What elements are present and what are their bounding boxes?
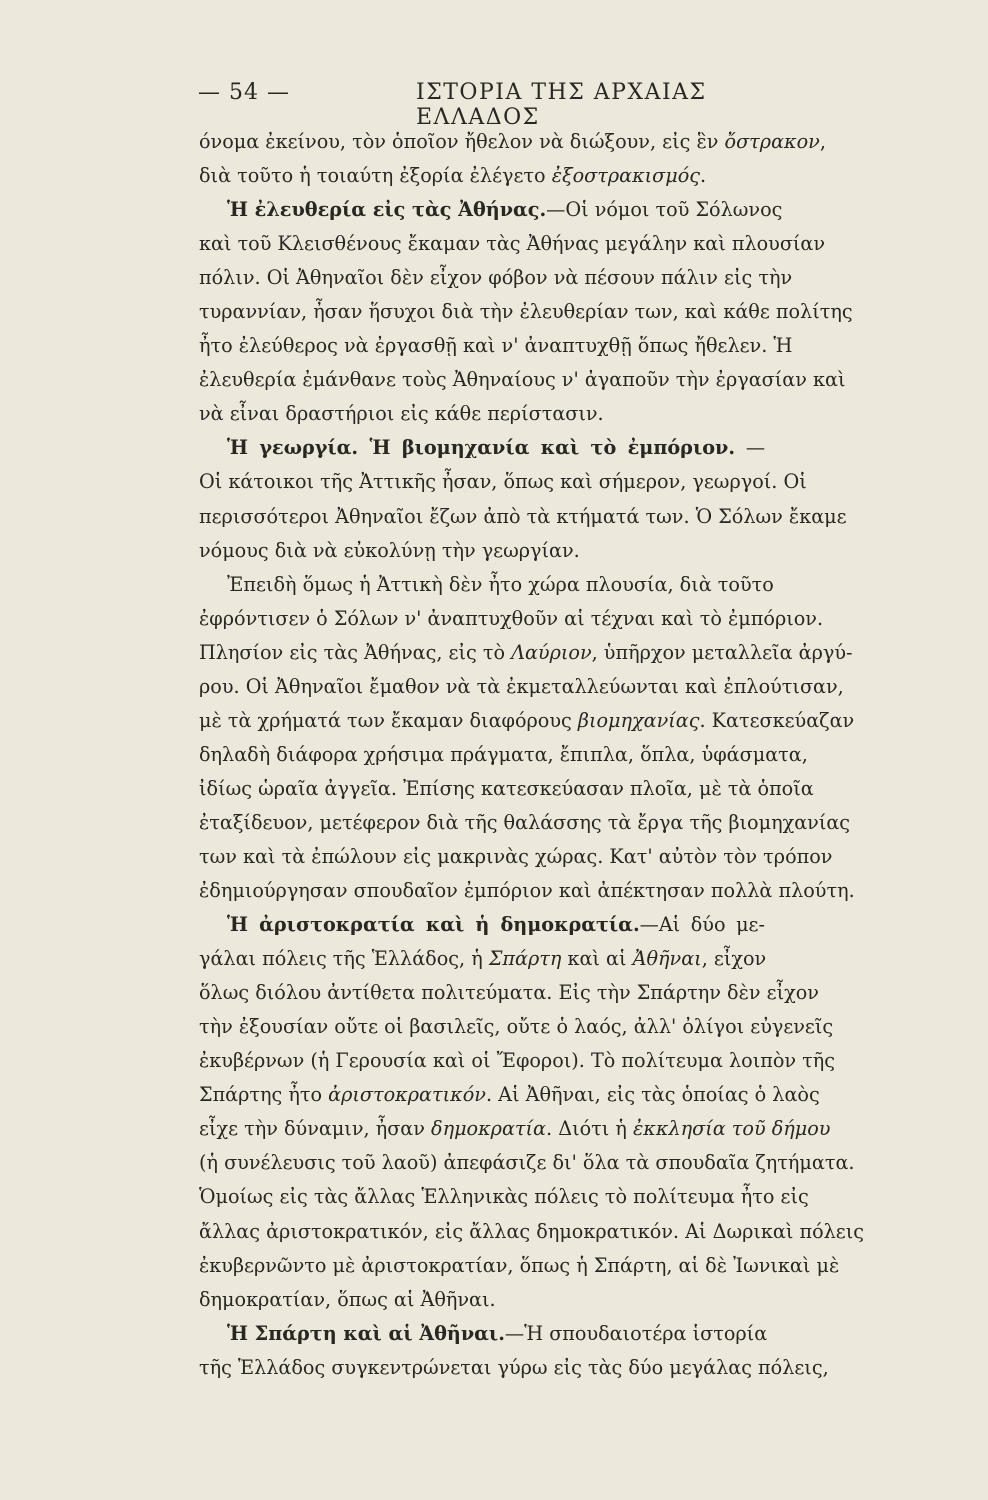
page-number: — 54 — — [198, 80, 290, 105]
text-segment: , — [819, 130, 826, 153]
text-line — [199, 1044, 836, 1078]
text-line — [199, 1249, 840, 1283]
text-segment: ἰδίως ὡραῖα ἀγγεῖα. Ἐπίσης κατεσκεύασαν πλοῖα, μὲ τὰ ὁποῖα — [199, 776, 814, 800]
text-line — [199, 465, 807, 499]
text-line — [199, 602, 824, 636]
running-title: ΙΣΤΟΡΙΑ ΤΗΣ ΑΡΧΑΙΑΣ ΕΛΛΑΔΟΣ — [416, 80, 707, 130]
text-line — [199, 908, 765, 942]
text-line — [199, 329, 793, 363]
text-line — [199, 431, 765, 465]
text-line — [199, 1317, 768, 1351]
text-segment: . Κατεσκεύαζαν — [699, 708, 855, 732]
text-line — [199, 193, 783, 227]
text-line — [199, 568, 774, 602]
text-segment: Σπάρτης ἦτο — [199, 1083, 329, 1107]
text-segment: ἄλλας ἀριστοκρατικόν, εἰς ἄλλας δημοκρατικόν. Αἱ Δωρικαὶ πόλεις — [199, 1219, 865, 1243]
text-segment: ἦτο ἐλεύθερος νὰ ἐργασθῇ καὶ ν' ἀναπτυχθῇ ὅπως ἤθελεν. Ἡ — [199, 334, 793, 358]
emphasized-term: ὄστρακον — [724, 130, 820, 153]
text-segment: ἐκυβέρνων (ἡ Γερουσία καὶ οἱ Ἔφοροι). Τὸ πολίτευμα λοιπὸν τῆς — [199, 1049, 836, 1073]
text-segment: , εἶχον — [701, 947, 767, 971]
emphasized-term: ἐκκλησία τοῦ δήμου — [632, 1117, 831, 1141]
text-segment: εἶχε τὴν δύναμιν, ἦσαν — [199, 1117, 432, 1141]
text-segment: γάλαι πόλεις τῆς Ἑλλάδος, ἡ — [199, 947, 489, 971]
emphasized-term: Σπάρτη — [488, 947, 562, 971]
text-line — [199, 840, 833, 874]
text-segment: των καὶ τὰ ἐπώλουν εἰς μακρινὰς χώρας. Κατ' αὐτὸν τὸν τρόπον — [199, 844, 833, 868]
text-segment: δηλαδὴ διάφορα χρήσιμα πράγματα, ἔπιπλα, ὅπλα, ὑφάσματα, — [199, 742, 808, 766]
text-segment: νὰ εἶναι δραστήριοι εἰς κάθε περίστασιν. — [199, 402, 604, 426]
section-heading: Ἡ ἀριστοκρατία καὶ ἡ δημοκρατία. — [227, 913, 640, 937]
text-segment: ἐδημιούργησαν σπουδαῖον ἐμπόριον καὶ ἀπέκτησαν πολλὰ πλούτη. — [199, 879, 855, 903]
emphasized-term: Λαύριον — [511, 640, 592, 664]
text-segment: καὶ αἱ — [561, 947, 633, 971]
text-line — [199, 1215, 865, 1249]
text-line — [199, 704, 855, 738]
text-segment: —Ἡ σπουδαιοτέρα ἱστορία — [504, 1321, 768, 1345]
text-segment: Ὁμοίως εἰς τὰς ἄλλας Ἑλληνικὰς πόλεις τὸ πολίτευμα ἦτο εἰς — [199, 1185, 809, 1209]
text-segment: καὶ τοῦ Κλεισθένους ἔκαμαν τὰς Ἀθήνας μεγάλην καὶ πλουσίαν — [199, 232, 826, 256]
text-line — [199, 738, 808, 772]
text-segment: ἐταξίδευον, μετέφερον διὰ τῆς θαλάσσης τὰ ἔργα τῆς βιομηχανίας — [199, 810, 851, 834]
text-segment: τῆς Ἑλλάδος συγκεντρώνεται γύρω εἰς τὰς δύο μεγάλας πόλεις, — [199, 1355, 829, 1379]
text-line — [199, 261, 793, 295]
section-heading: Ἡ γεωργία. Ἡ βιομηχανία καὶ τὸ ἐμπόριον. — [227, 436, 736, 460]
text-line — [199, 976, 819, 1010]
text-segment: όνομα ἐκείνου, τὸν ὁποῖον ἤθελον νὰ διώξουν, εἰς ἓν — [199, 130, 725, 153]
text-segment: διὰ τοῦτο ἡ τοιαύτη ἐξορία ἐλέγετο — [199, 164, 552, 188]
text-segment: ἐκυβερνῶντο μὲ ἀριστοκρατίαν, ὅπως ἡ Σπάρτη, αἱ δὲ Ἰωνικαὶ μὲ — [199, 1253, 840, 1277]
text-line — [199, 942, 765, 976]
section-heading: Ἡ Σπάρτη καὶ αἱ Ἀθῆναι. — [227, 1321, 505, 1345]
text-line — [199, 1146, 855, 1180]
text-segment: —Αἱ δύο με- — [639, 913, 765, 937]
emphasized-term: ἀριστοκρατικόν — [328, 1083, 486, 1107]
text-line — [199, 363, 846, 397]
text-segment: ὅλως διόλου ἀντίθετα πολιτεύματα. Εἰς τὴν Σπάρτην δὲν εἶχον — [199, 981, 819, 1005]
text-segment: μὲ τὰ χρήματά των ἔκαμαν διαφόρους — [199, 708, 578, 732]
emphasized-term: βιομηχανίας — [577, 708, 700, 732]
text-segment: —Οἱ νόμοι τοῦ Σόλωνος — [546, 198, 783, 222]
section-heading: Ἡ ἐλευθερία εἰς τὰς Ἀθήνας. — [227, 198, 547, 222]
text-segment: δημοκρατίαν, ὅπως αἱ Ἀθῆναι. — [199, 1287, 496, 1311]
text-segment: . — [700, 164, 707, 188]
text-line — [199, 500, 847, 534]
text-line — [199, 397, 765, 431]
text-line — [199, 1112, 831, 1146]
text-line — [199, 295, 853, 329]
text-line — [199, 1351, 829, 1385]
text-segment: πόλιν. Οἱ Ἀθηναῖοι δὲν εἶχον φόβον νὰ πέσουν πάλιν εἰς τὴν — [199, 266, 793, 290]
text-segment: . Διότι ἡ — [546, 1117, 633, 1141]
text-segment: Πλησίον εἰς τὰς Ἀθήνας, εἰς τὸ — [199, 640, 512, 664]
text-segment: ἐφρόντισεν ὁ Σόλων ν' ἀναπτυχθοῦν αἱ τέχναι καὶ τὸ ἐμπόριον. — [199, 606, 824, 630]
text-line — [199, 227, 826, 261]
text-line — [199, 874, 855, 908]
text-line — [199, 125, 826, 159]
text-segment: Οἱ κάτοικοι τῆς Ἀττικῆς ἦσαν, ὅπως καὶ σήμερον, γεωργοί. Οἱ — [199, 470, 807, 494]
text-segment: περισσότεροι Ἀθηναῖοι ἔζων ἀπὸ τὰ κτήματά των. Ὁ Σόλων ἔκαμε — [199, 504, 847, 528]
text-segment: ἐλευθερία ἐμάνθανε τοὺς Ἀθηναίους ν' ἀγαποῦν τὴν ἐργασίαν καὶ — [199, 368, 846, 392]
emphasized-term: ἐξοστρακισμός — [551, 164, 701, 188]
text-line — [199, 806, 851, 840]
text-line — [199, 534, 765, 568]
text-segment: τὴν ἐξουσίαν οὔτε οἱ βασιλεῖς, οὔτε ὁ λαός, ἀλλ' ὀλίγοι εὐγενεῖς — [199, 1015, 834, 1039]
body-text — [199, 125, 865, 1385]
text-segment: (ἡ συνέλευσις τοῦ λαοῦ) ἀπεφάσιζε δι' ὅλα τὰ σπουδαῖα ζητήματα. — [199, 1151, 855, 1175]
page-header — [198, 80, 798, 130]
text-line — [199, 670, 844, 704]
text-segment: νόμους διὰ νὰ εὐκολύνῃ τὴν γεωργίαν. — [199, 538, 580, 562]
text-line — [199, 1180, 809, 1214]
text-line — [199, 772, 814, 806]
text-segment: . Αἱ Ἀθῆναι, εἰς τὰς ὁποίας ὁ λαὸς — [485, 1083, 820, 1107]
text-segment: — — [735, 436, 766, 460]
text-line — [199, 1010, 834, 1044]
text-segment: τυραννίαν, ἦσαν ἥσυχοι διὰ τὴν ἐλευθερίαν των, καὶ κάθε πολίτης — [199, 300, 853, 324]
text-segment: Ἐπειδὴ ὅμως ἡ Ἀττικὴ δὲν ἦτο χώρα πλουσία, διὰ τοῦτο — [227, 572, 774, 596]
text-line — [199, 1078, 820, 1112]
text-line — [199, 1283, 765, 1317]
emphasized-term: δημοκρατία — [431, 1117, 547, 1141]
text-segment: ρου. Οἱ Ἀθηναῖοι ἔμαθον νὰ τὰ ἐκμεταλλεύωνται καὶ ἐπλούτισαν, — [199, 674, 844, 698]
text-line — [199, 636, 853, 670]
text-segment: , ὑπῆρχον μεταλλεῖα ἀργύ- — [591, 640, 853, 664]
emphasized-term: Ἀθῆναι — [632, 947, 702, 971]
text-line — [199, 159, 765, 193]
